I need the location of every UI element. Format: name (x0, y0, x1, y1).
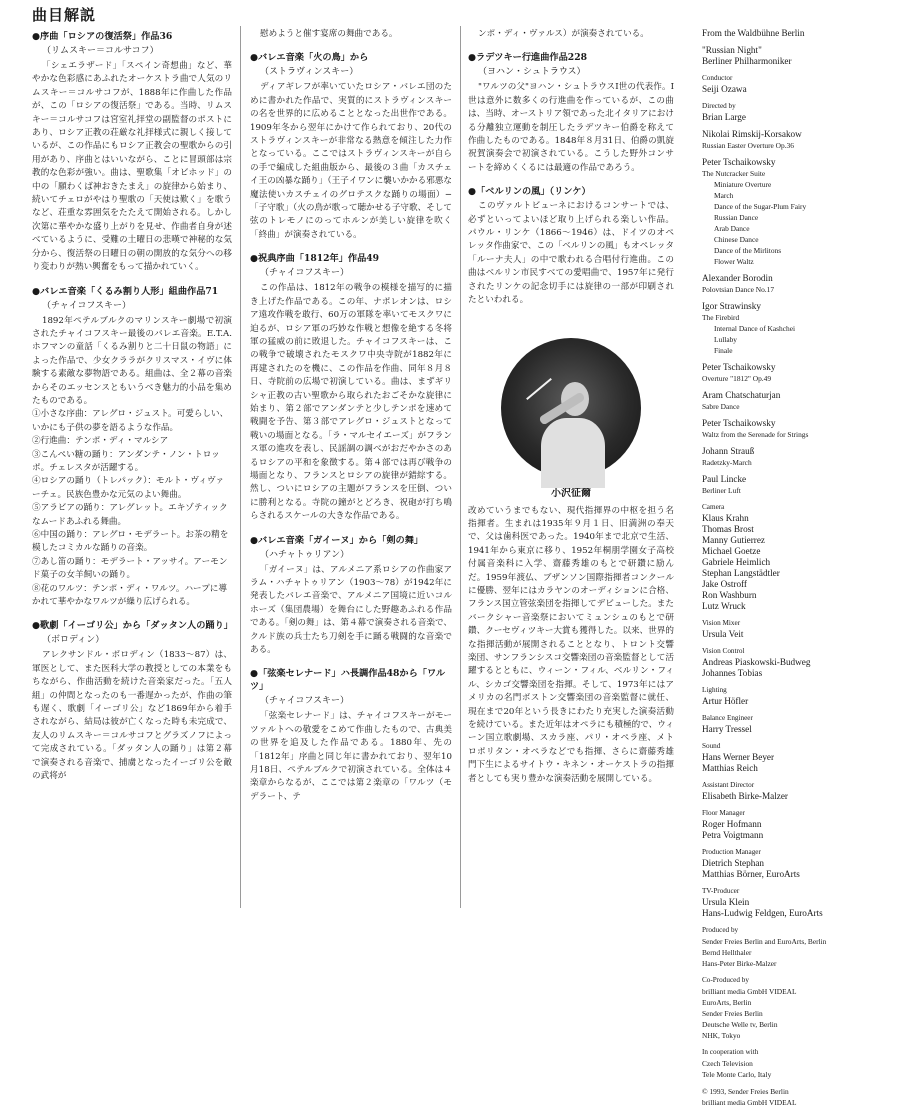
credit-detail: Miniature Overture (714, 180, 772, 189)
credit-name: Harry Tressel (702, 724, 752, 734)
credit-group (702, 925, 912, 969)
composer-name: （リムスキー＝コルサコフ） (42, 46, 159, 56)
section-paragraph: 「ガイーヌ」は、アルメニア系ロシアの作曲家アラム・ハチャトゥリアン（1903〜78）が1942年に発表したバレエ音楽で、アルメニア国境に近いコルホーズ（集団農場）を舞台にした野趣あふれる作品である。「剣の舞」は、第４幕で演奏される音楽で、クルド族の兵士たち刀剣を手に踊る戦闘的な音楽である。 (250, 564, 452, 656)
credit-name: Alexander Borodin (702, 273, 773, 283)
credit-detail: Flower Waltz (714, 257, 754, 266)
credit-detail: brilliant media GmbH VIDEAL (702, 987, 797, 996)
credit-name: Ursula Veit (702, 629, 744, 639)
credit-group (702, 101, 912, 123)
credit-name: Igor Strawinsky (702, 301, 761, 311)
credit-label: In cooperation with (702, 1048, 759, 1056)
credit-name: Elisabeth Birke-Malzer (702, 791, 788, 801)
composer-name: （チャイコフスキー） (42, 300, 132, 311)
credit-group (702, 418, 912, 440)
column-divider (240, 26, 241, 908)
section-heading: ●バレエ音楽「くるみ割り人形」組曲作品71 (32, 285, 219, 297)
credit-name: Dietrich Stephan (702, 858, 764, 868)
credit-name: Johannes Tobias (702, 668, 763, 678)
credit-name: Klaus Krahn (702, 513, 749, 523)
suite-item: ②行進曲：テンポ・ディ・マルシア (32, 436, 169, 447)
credit-group (702, 886, 912, 919)
credit-name: Thomas Brost (702, 524, 754, 534)
credit-name: Stephan Langstädtler (702, 568, 780, 578)
section-paragraph: 1892年ペテルブルクのマリンスキー劇場で初演されたチャイコフスキー最後のバレエ音楽。E.T.A.ホフマンの童話「くるみ割りと二十日鼠の物語」によった作品で、少女クララがクリスマス・イヴに体験する素敵な夢物語である。組曲は、全２幕の音楽からそのエッセンスともいうべき魅力的小品を集めたものである。 (32, 315, 232, 406)
credit-detail: Russian Easter Overture Op.36 (702, 141, 794, 150)
credit-label: Assistant Director (702, 781, 755, 789)
credit-group (702, 685, 912, 707)
composer-name: （ヨハン・シュトラウス） (478, 67, 586, 78)
credit-detail: Sender Freies Berlin (702, 1009, 763, 1018)
composer-name: （ボロディン） (42, 635, 105, 646)
column-divider (460, 26, 461, 908)
credit-group (702, 646, 912, 679)
suite-item: ⑤アラビアの踊り：アレグレット。エキゾティックなムードあふれる舞曲。 (32, 503, 228, 527)
column-3 (468, 28, 674, 910)
credit-name: Lutz Wruck (702, 601, 746, 611)
section-paragraph: この作品は、1812年の戦争の模様を描写的に描き上げた作品である。この年、ナポレオンは、ロシア遠攻作戦を敢行、60万の軍隊を率いてモスクワに迫るが、ロシア軍の巧妙な作戦と想像を絶する冬将軍の猛威の前に敗退した。チャイコフスキーは、この戦争で破壊されたモスクワ中央寺院が1882年に再建されたのを機に、この作品を作曲、同年８月８日、寺院前の広場で初演している。曲は、まずギリシャ正教の古い聖歌から取られたおごそかな旋律に始まり、第２部でアンダンテと少しテンポを速めて戦闘を予告、第３部でアレグロ・ジュストとなって戦いの場面となる。「ラ・マルセイエーズ」がフランス軍の進攻を表し、民謡調の調べがおだやかさのあるロシアの平和を象徴する。第４部では再び戦争の場面となり、フランスとロシアの旋律が錯綜する。然し、ついにロシアの主題がフランスを圧倒、ついに勝利となる。寺院の鐘がとどろき、祝砲が打ち鳴らされるスケールの大きな作品である。 (250, 283, 452, 522)
credit-name: Seiji Ozawa (702, 84, 747, 94)
credit-detail: Waltz from the Serenade for Strings (702, 430, 809, 439)
credit-group (702, 1086, 912, 1108)
credit-name: Hans-Ludwig Feldgen, EuroArts (702, 908, 823, 918)
credit-group (702, 502, 912, 612)
credit-name: Aram Chatschaturjan (702, 390, 781, 400)
section-paragraph: このヴァルトビューネにおけるコンサートでは、必ずといってよいほど取り上げられる楽しい作品。パウル・リンケ（1866〜1946）は、ドイツのオペレッタ作曲家で、この「ベルリンの風」もオペレッタ「ルーナ夫人」の中で歌われる合唱付行進曲。この曲はベルリン市民すべての愛唱曲で、1957年に発行されたリンケの記念切手には旋律の一部が印刷されたといわれる。 (468, 201, 674, 306)
credit-detail: March (714, 191, 734, 200)
conductor-bio: 改めていうまでもない、現代指揮界の中枢を担う名指揮者。生まれは1935年９月１日、旧満洲の奉天で、父は歯科医であった。1940年まで北京で生活、1941年から東京に移り、1952年桐朋学園女子高校付属音楽科に入学、齋藤秀雄のもとで研鑽に励んだ。1959年渡仏、ブザンソン国際指揮者コンクールに優勝、翌年にはカラヤンのオーディションに合格、フランス国立管弦楽団を指揮してデビューした。またバークシャー音楽祭においてミュンシュのもとで研鑽、クーセヴィツキー大賞も獲得した。以来、世界的な指揮活動が展開されることとなり、トロント交響楽団、サンフランシスコ交響楽団の音楽監督として活躍するとともに、ウィーン・フィル、ベルリン・フィル、シカゴ交響楽団を指揮。そして、1973年にはアメリカの名門ボストン交響楽団の音楽監督に就任、現在まで20年という長きにわたり充実した演奏活動を続けている。また近年はオペラにも積極的で、ウィーン国立歌劇場、スカラ座、パリ・オペラ座、メトロポリタン・オペラなどでも指揮、さらに齋藤秀雄門下生によるサイトウ・キネン・オーケストラの指揮者としても実り豊かな演奏活動を展開している。 (468, 505, 674, 784)
credit-group (702, 45, 912, 67)
credit-detail: The Firebird (702, 313, 740, 322)
credit-label: Camera (702, 503, 725, 511)
credit-group (702, 129, 912, 151)
credit-detail: brilliant media GmbH VIDEAL (702, 1098, 797, 1107)
credit-detail: Sender Freies Berlin and EuroArts, Berlin (702, 937, 827, 946)
credit-detail: Sabre Dance (702, 402, 740, 411)
credit-detail: Hans-Peter Birke-Malzer (702, 959, 777, 968)
section-paragraph: 「弦楽セレナード」は、チャイコフスキーがモーツァルトへの敬愛をこめて作曲したもので、古典美の世界を追及した作品である。1880年、先の「1812年」序曲と同じ年に書かれており、翌年10月18日、ペテルブルクで初演されている。全体は４楽章からなるが、ここでは第２楽章の「ワルツ（モデラート、テ (250, 711, 452, 802)
suite-item: ③こんぺい糖の踊り：アンダンテ・ノン・トロッポ。チェレスタが活躍する。 (32, 449, 220, 473)
credit-name: Nikolai Rimskij-Korsakow (702, 129, 802, 139)
credit-name: Berliner Philharmoniker (702, 56, 792, 66)
suite-item: ⑧花のワルツ：テンポ・ディ・ワルツ。ハープに導かれて華やかなワルツが繰り広げられる。 (32, 583, 227, 608)
credit-detail: EuroArts, Berlin (702, 998, 752, 1007)
credit-name: Johann Strauß (702, 446, 755, 456)
credit-group (702, 847, 912, 880)
section-heading: ●バレエ音楽「ガイーヌ」から「剣の舞」 (250, 534, 424, 546)
credit-group (702, 713, 912, 735)
credit-name: Roger Hofmann (702, 819, 762, 829)
suite-item: ⑥中国の踊り：アレグロ・モデラート。お茶の精を模したコミカルな踊りの音楽。 (32, 530, 229, 554)
section-paragraph: "ワルツの父"ヨハン・シュトラウスⅠ世の代表作。Ⅰ世は意外に数多くの行進曲を作っているが、この曲は、当時、オーストリア領であった北イタリアにおける分離独立運動を制圧したラデツキー伯爵を称えて作曲したものである。1848年８月31日、伯爵の凱旋祝賀演奏会で初演されている。こうした野外コンサートを締めくくるには最適の作品であろう。 (468, 82, 674, 173)
credit-label: Lighting (702, 686, 727, 694)
section-heading: ●「弦楽セレナード」ハ長調作品48から「ワルツ」 (250, 668, 446, 693)
credit-name: Andreas Piaskowski-Budweg (702, 657, 811, 667)
column-2 (250, 28, 452, 910)
credit-detail: Deutsche Welle tv, Berlin (702, 1020, 778, 1029)
suite-item: ⑦あし笛の踊り：モデラート・アッサイ。アーモンド菓子の女羊飼いの踊り。 (32, 556, 228, 581)
lead-paragraph: 慰めようと催す宴席の舞曲である。 (260, 29, 398, 39)
section-heading: ●「ベルリンの風」（リンケ） (468, 186, 591, 198)
credit-name: Matthias Börner, EuroArts (702, 869, 800, 879)
credit-name: Ron Washburn (702, 590, 757, 600)
credit-name: Peter Tschaikowsky (702, 362, 776, 372)
credit-detail: Overture "1812" Op.49 (702, 374, 772, 383)
credit-name: Manny Gutierrez (702, 535, 766, 545)
credit-name: Ursula Klein (702, 897, 750, 907)
credit-group (702, 975, 912, 1041)
credit-detail: NHK, Tokyo (702, 1031, 741, 1040)
credit-detail: Berliner Luft (702, 486, 741, 495)
credit-group (702, 446, 912, 468)
credit-group (702, 301, 912, 356)
credit-detail: Internal Dance of Kashchei (714, 324, 796, 333)
credit-label: Floor Manager (702, 809, 745, 817)
suite-item: ①小さな序曲：アレグロ・ジュスト。可愛らしい、いかにも子供の夢を語るような作品。 (32, 409, 229, 433)
credit-group (702, 390, 912, 412)
credit-group (702, 73, 912, 95)
credit-group (702, 273, 912, 295)
credit-detail: Bernd Hellthaler (702, 948, 752, 957)
credit-label: Directed by (702, 102, 736, 110)
credit-name: Artur Höfler (702, 696, 749, 706)
credit-detail: Polovtsian Dance No.17 (702, 285, 775, 294)
credit-group (702, 780, 912, 802)
credit-name: Peter Tschaikowsky (702, 418, 776, 428)
credit-detail: Lullaby (714, 335, 737, 344)
composer-name: （ハチャトゥリアン） (260, 549, 350, 560)
page-title: 曲目解説 (32, 6, 97, 24)
credit-label: Vision Mixer (702, 619, 741, 627)
section-heading: ●序曲「ロシアの復活祭」作品36 (32, 31, 173, 42)
credit-group (702, 808, 912, 841)
section-paragraph: アレクサンドル・ボロディン（1833〜87）は、軍医として、また医科大学の教授としての本業をもちながら、作曲活動を続けた音楽家だった。「五人組」の仲間となったのも一番遅かったが、作曲の筆も遅く、歌劇「イーゴリ公」など1869年から着手されながら、結局は彼が亡くなった時も未完成で、友人のリムスキー＝コルサコフとグラズノフによって完成されている。「ダッタン人の踊り」は第２幕で演奏される音楽で、捕虜となったイーゴリ公を敵の武将が (32, 650, 232, 782)
credit-name: Michael Goetze (702, 546, 761, 556)
credit-detail: Chinese Dance (714, 235, 759, 244)
credit-name: "Russian Night" (702, 45, 762, 55)
credit-detail: The Nutcracker Suite (702, 169, 766, 178)
credit-label: Production Manager (702, 848, 761, 856)
credit-label: Balance Engineer (702, 714, 753, 722)
composer-name: （チャイコフスキー） (260, 696, 350, 707)
credit-detail: Dance of the Sugar-Plum Fairy (714, 202, 807, 211)
credits-column (702, 28, 912, 1107)
credit-label: Conductor (702, 74, 733, 82)
section-heading: ●歌劇「イーゴリ公」から「ダッタン人の踊り」 (32, 620, 233, 632)
credit-detail: Tele Monte Carlo, Italy (702, 1070, 772, 1079)
credit-name: Hans Werner Beyer (702, 752, 775, 762)
credit-name: From the Waldbühne Berlin (702, 28, 805, 38)
photo-shirt (541, 418, 605, 488)
composer-name: （チャイコフスキー） (260, 268, 350, 279)
section-heading: ●バレエ音楽「火の鳥」から (250, 52, 369, 64)
credit-group (702, 474, 912, 496)
credit-name: Gabriele Heimlich (702, 557, 771, 567)
composer-name: （ストラヴィンスキー） (260, 67, 359, 78)
credit-group (702, 362, 912, 384)
credit-label: Co-Produced by (702, 976, 749, 984)
section-heading: ●ラデツキー行進曲作品228 (468, 52, 587, 64)
suite-item: ④ロシアの踊り（トレパック）：モルト・ヴィヴァーチェ。民族色豊かな元気のよい舞曲。 (32, 476, 225, 500)
credit-detail: Finale (714, 346, 733, 355)
credit-detail: Arab Dance (714, 224, 750, 233)
photo-baton (526, 377, 552, 399)
credit-detail: Radetzky-March (702, 458, 752, 467)
credit-detail: Czech Television (702, 1059, 753, 1068)
lead-paragraph: ンポ・ディ・ヴァルス）が演奏されている。 (478, 29, 649, 39)
section-paragraph: 「シェエラザード」「スペイン奇想曲」など、華やかな色彩感にあふれたオーケストラ曲で人気のリムスキー＝コルサコフが、1888年に作曲した作品が、この「ロシアの復活祭」である。当時、リムスキー＝コルサコフは宮室礼拝堂の副監督のポストにあり、ロシア正教の荘厳な礼拝様式に親しく接しているが、この作品にもロシア正教会の聖歌からの引用があり、序曲とはいいながら、ことに冒頭部は宗教的な色彩が強い。曲は、聖歌集「オビホッド」の中の「願わくば神おきたまえ」の旋律から始まり、続いてチェロがやはり聖歌の「天使は歎く」を歌うなど、荘重な雰囲気をたたえて開始される。しかし次第に華やかな盛り上がりを見せ、作曲者自身が述べているように、受難の土曜日の悲嘆で神秘的な気分から、復活祭の日曜日の朝の開放的な気分への移り変わりが熱い興奮をもって描かれていく。 (32, 61, 232, 273)
credit-detail: Dance of the Mirlitons (714, 246, 782, 255)
column-1 (32, 28, 232, 910)
credit-detail: Russian Dance (714, 213, 759, 222)
credit-name: Petra Voigtmann (702, 830, 764, 840)
photo-caption: 小沢征爾 (551, 487, 591, 499)
credit-name: Paul Lincke (702, 474, 747, 484)
credit-group (702, 741, 912, 774)
section-paragraph: ディアギレフが率いていたロシア・バレエ団のために書かれた作品で、実質的にストラヴィンスキーの名を世界的に広めることとなった出世作である。1909年冬から翌年にかけて作られており、20代のストラヴィンスキーが非常なる熱意を傾注した力作となっている。ここではストラヴィンスキーが自らの手で編成した組曲版から、最後の３曲「カスチェイ王の凶暴な踊り」（王子イワンに襲いかかる邪悪な魔法使いカスチェイのグロテスクな踊りの場面）−「子守歌」（火の鳥が歌って聴かせる子守歌、そして弦のトレモノにのってホルンが美しい旋律を吹く「終曲」が演奏されている。 (250, 82, 452, 240)
credit-name: Peter Tschaikowsky (702, 157, 776, 167)
conductor-photo (501, 338, 641, 478)
credit-label: TV-Producer (702, 887, 740, 895)
credit-group (702, 157, 912, 267)
credit-label: Vision Control (702, 647, 745, 655)
credit-group (702, 618, 912, 640)
credit-group (702, 1047, 912, 1080)
section-heading: ●祝典序曲「1812年」作品49 (250, 253, 380, 265)
credit-name: Jake Ostroff (702, 579, 747, 589)
credit-name: Brian Large (702, 112, 746, 122)
credit-label: Sound (702, 742, 721, 750)
credit-detail: © 1993, Sender Freies Berlin (702, 1087, 789, 1096)
credit-name: Matthias Reich (702, 763, 758, 773)
credit-group (702, 28, 912, 39)
credit-label: Produced by (702, 926, 739, 934)
